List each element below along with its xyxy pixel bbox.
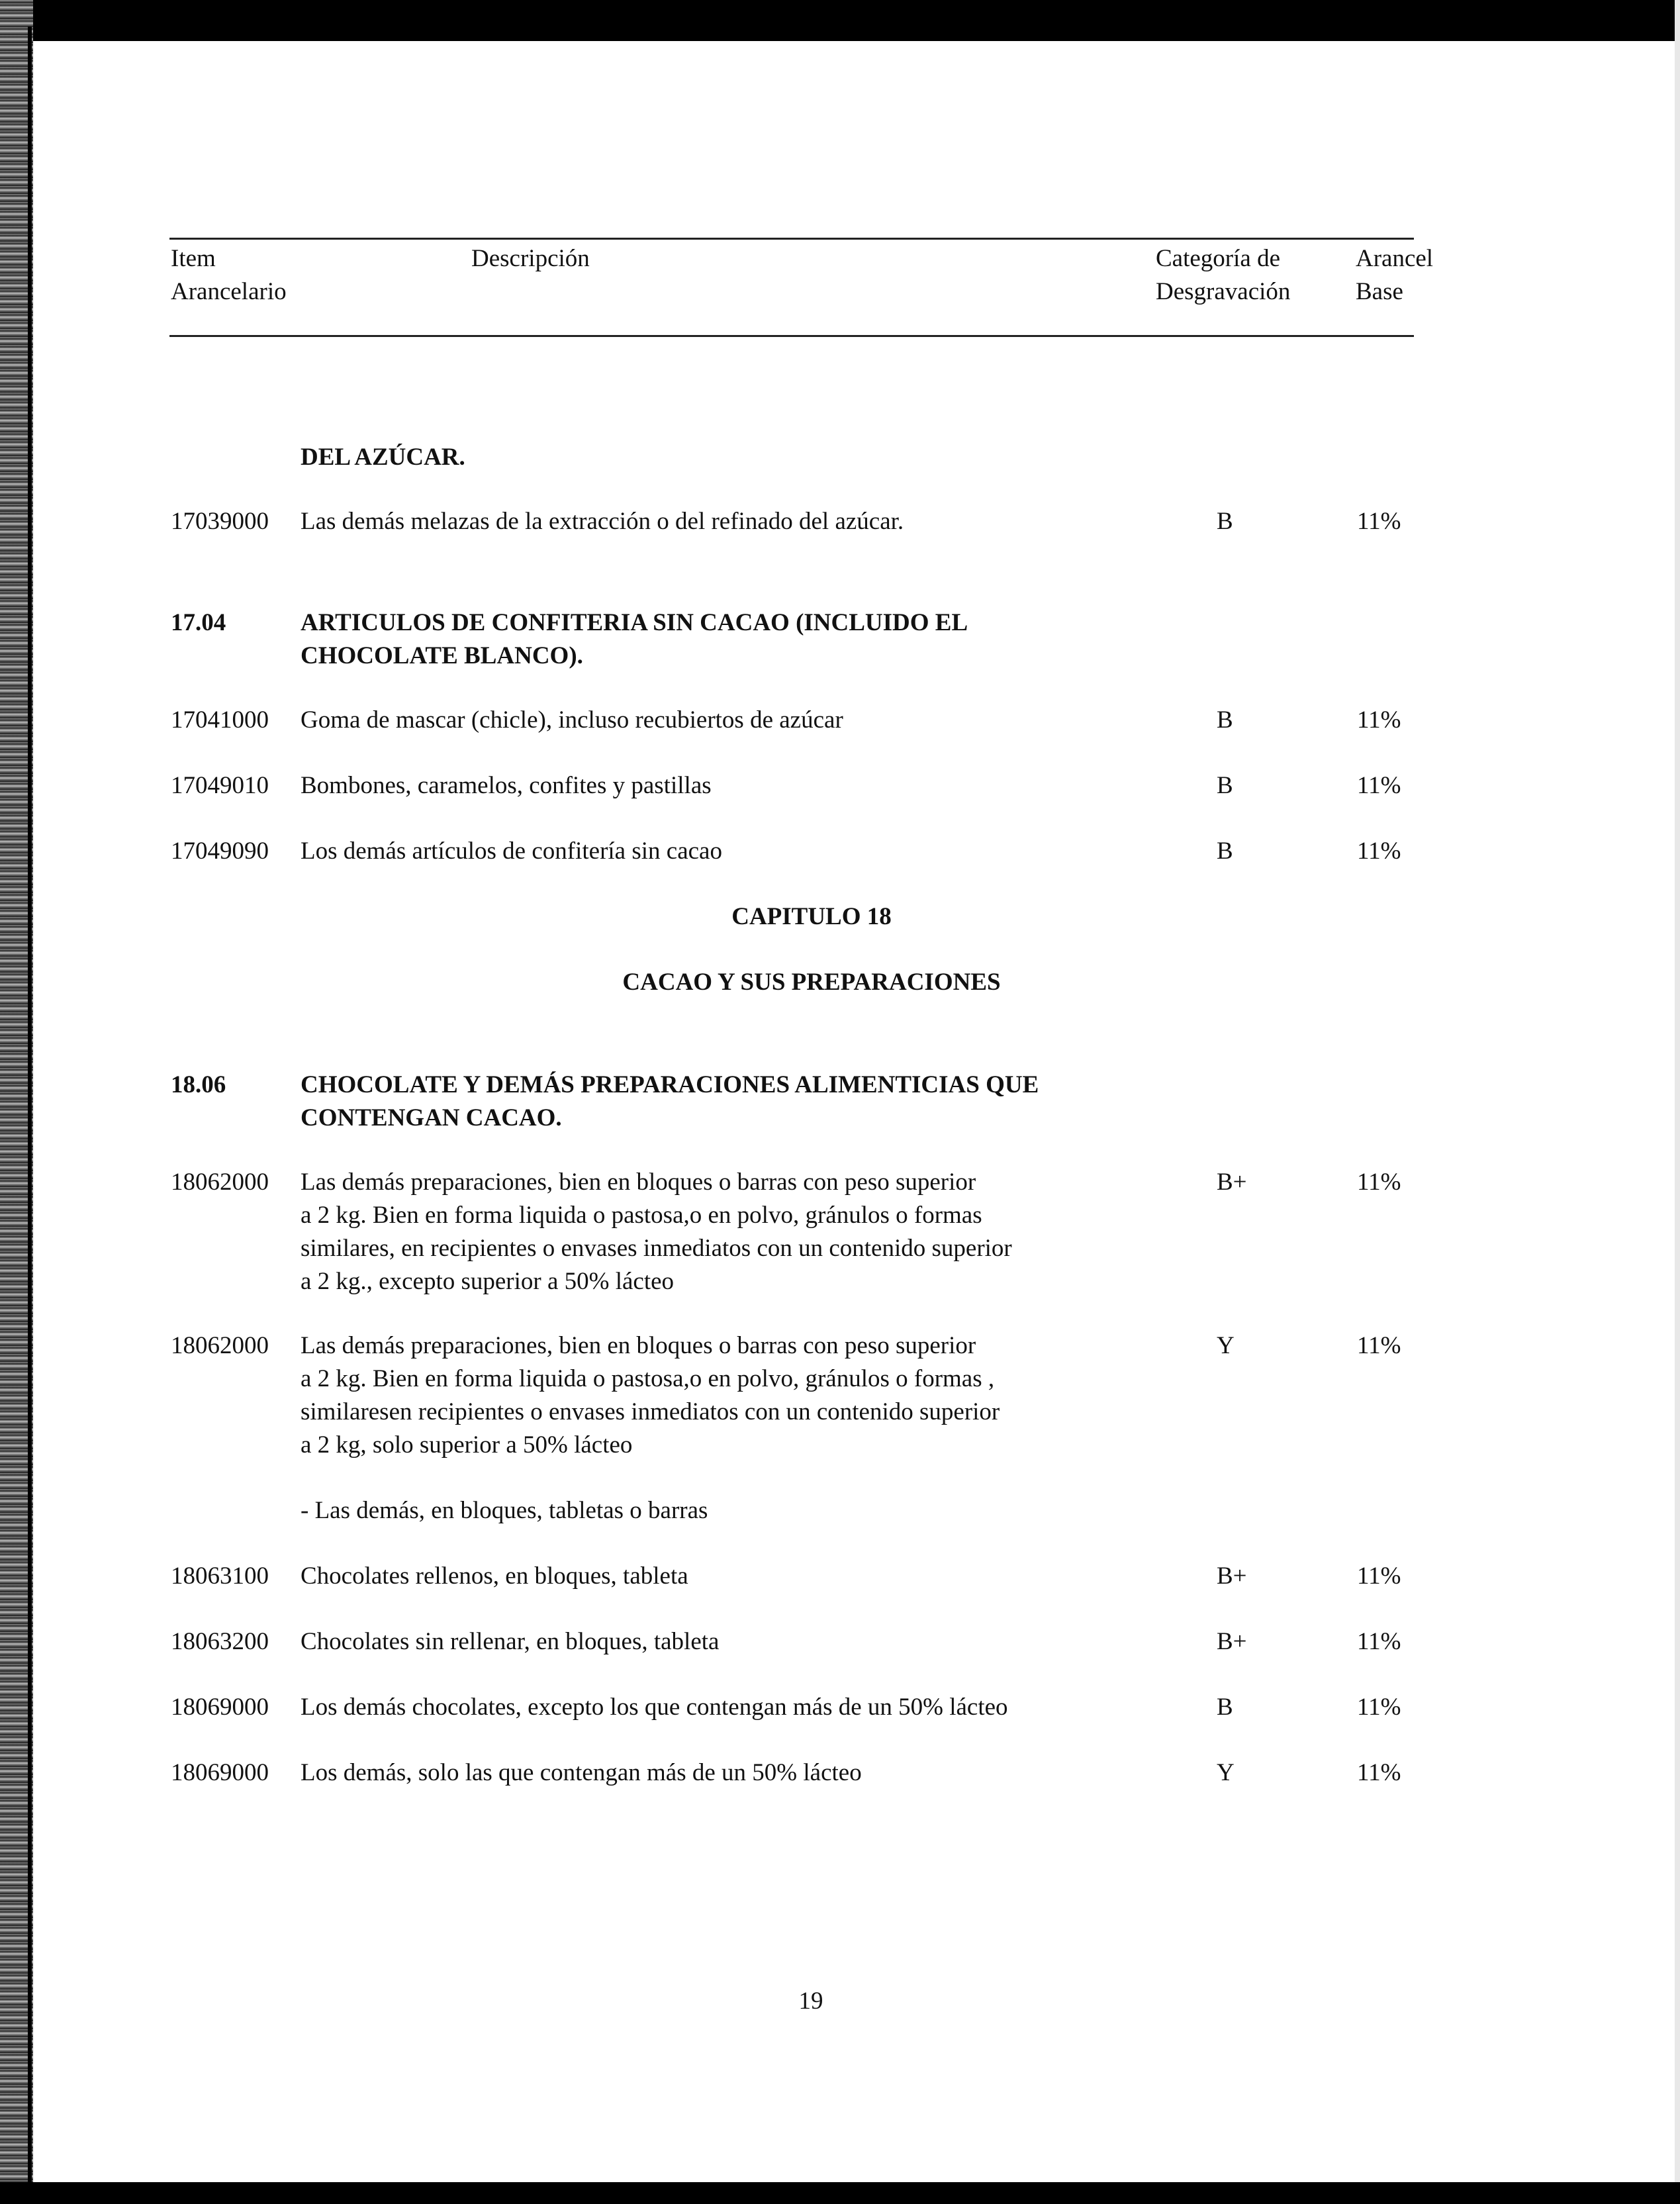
header-description-label: Descripción [471,245,590,272]
row-code: 18069000 [171,1694,269,1721]
subheading: - Las demás, en bloques, tabletas o barras [301,1497,708,1524]
row-rate: 11% [1357,1628,1401,1655]
row-category: B+ [1217,1562,1247,1590]
row-code: 18063200 [171,1628,269,1655]
heading-azucar-tail: DEL AZÚCAR. [301,444,465,471]
header-category-label: Categoría de [1156,245,1280,272]
row-description: Los demás chocolates, excepto los que contengan más de un 50% lácteo [301,1694,1008,1721]
row-rate: 11% [1357,1694,1401,1721]
heading-code: 17.04 [171,609,226,636]
row-category: B [1217,508,1233,535]
row-rate: 11% [1357,772,1401,799]
row-rate: 11% [1357,1332,1401,1359]
header-category-label-2: Desgravación [1156,278,1291,305]
row-description: Las demás preparaciones, bien en bloques o barras con peso superior a 2 kg. Bien en forma liquida o pastosa,o en polvo, gránulos o formas similares, en recipientes o envases inmediatos con un contenido superior a 2 kg., excepto superior a 50% lácteo [301,1169,1012,1295]
row-description: Chocolates sin rellenar, en bloques, tableta [301,1628,720,1655]
row-code: 17041000 [171,706,269,734]
row-description: Los demás artículos de confitería sin cacao [301,838,722,865]
header-item-label-2: Arancelario [171,278,287,305]
row-rate: 11% [1357,508,1401,535]
row-category: Y [1217,1332,1235,1359]
header-rate-label-2: Base [1356,278,1403,305]
row-category: B [1217,838,1233,865]
row-code: 17049010 [171,772,269,799]
row-category: B [1217,706,1233,734]
row-code: 18062000 [171,1332,269,1359]
row-category: Y [1217,1759,1235,1786]
row-rate: 11% [1357,838,1401,865]
chapter-title: CACAO Y SUS PREPARACIONES [622,969,1001,996]
row-rate: 11% [1357,706,1401,734]
row-description: Las demás preparaciones, bien en bloques o barras con peso superior a 2 kg. Bien en forma liquida o pastosa,o en polvo, gránulos o formas , similaresen recipientes o envases inmediatos con un contenido superior a 2 kg, solo superior a 50% lácteo [301,1332,1000,1459]
row-category: B+ [1217,1169,1247,1196]
chapter-heading: CAPITULO 18 [731,903,892,930]
row-category: B [1217,772,1233,799]
heading-text: CHOCOLATE Y DEMÁS PREPARACIONES ALIMENTICIAS QUE CONTENGAN CACAO. [301,1071,1039,1131]
heading-text: ARTICULOS DE CONFITERIA SIN CACAO (INCLUIDO EL CHOCOLATE BLANCO). [301,609,968,669]
row-description: Chocolates rellenos, en bloques, tableta [301,1562,688,1590]
row-rate: 11% [1357,1562,1401,1590]
row-description: Las demás melazas de la extracción o del refinado del azúcar. [301,508,904,535]
row-description: Los demás, solo las que contengan más de un 50% lácteo [301,1759,862,1786]
page-number: 19 [798,1988,823,2015]
header-rate-label: Arancel [1356,245,1434,272]
row-description: Goma de mascar (chicle), incluso recubiertos de azúcar [301,706,843,734]
row-category: B+ [1217,1628,1247,1655]
row-code: 17039000 [171,508,269,535]
row-code: 18069000 [171,1759,269,1786]
row-rate: 11% [1357,1759,1401,1786]
header-bottom-rule [169,335,1414,337]
row-description: Bombones, caramelos, confites y pastillas [301,772,712,799]
row-code: 18063100 [171,1562,269,1590]
row-category: B [1217,1694,1233,1721]
heading-code: 18.06 [171,1071,226,1098]
row-code: 17049090 [171,838,269,865]
row-rate: 11% [1357,1169,1401,1196]
row-code: 18062000 [171,1169,269,1196]
header-item-label: Item [171,245,216,272]
header-top-rule [169,238,1414,240]
